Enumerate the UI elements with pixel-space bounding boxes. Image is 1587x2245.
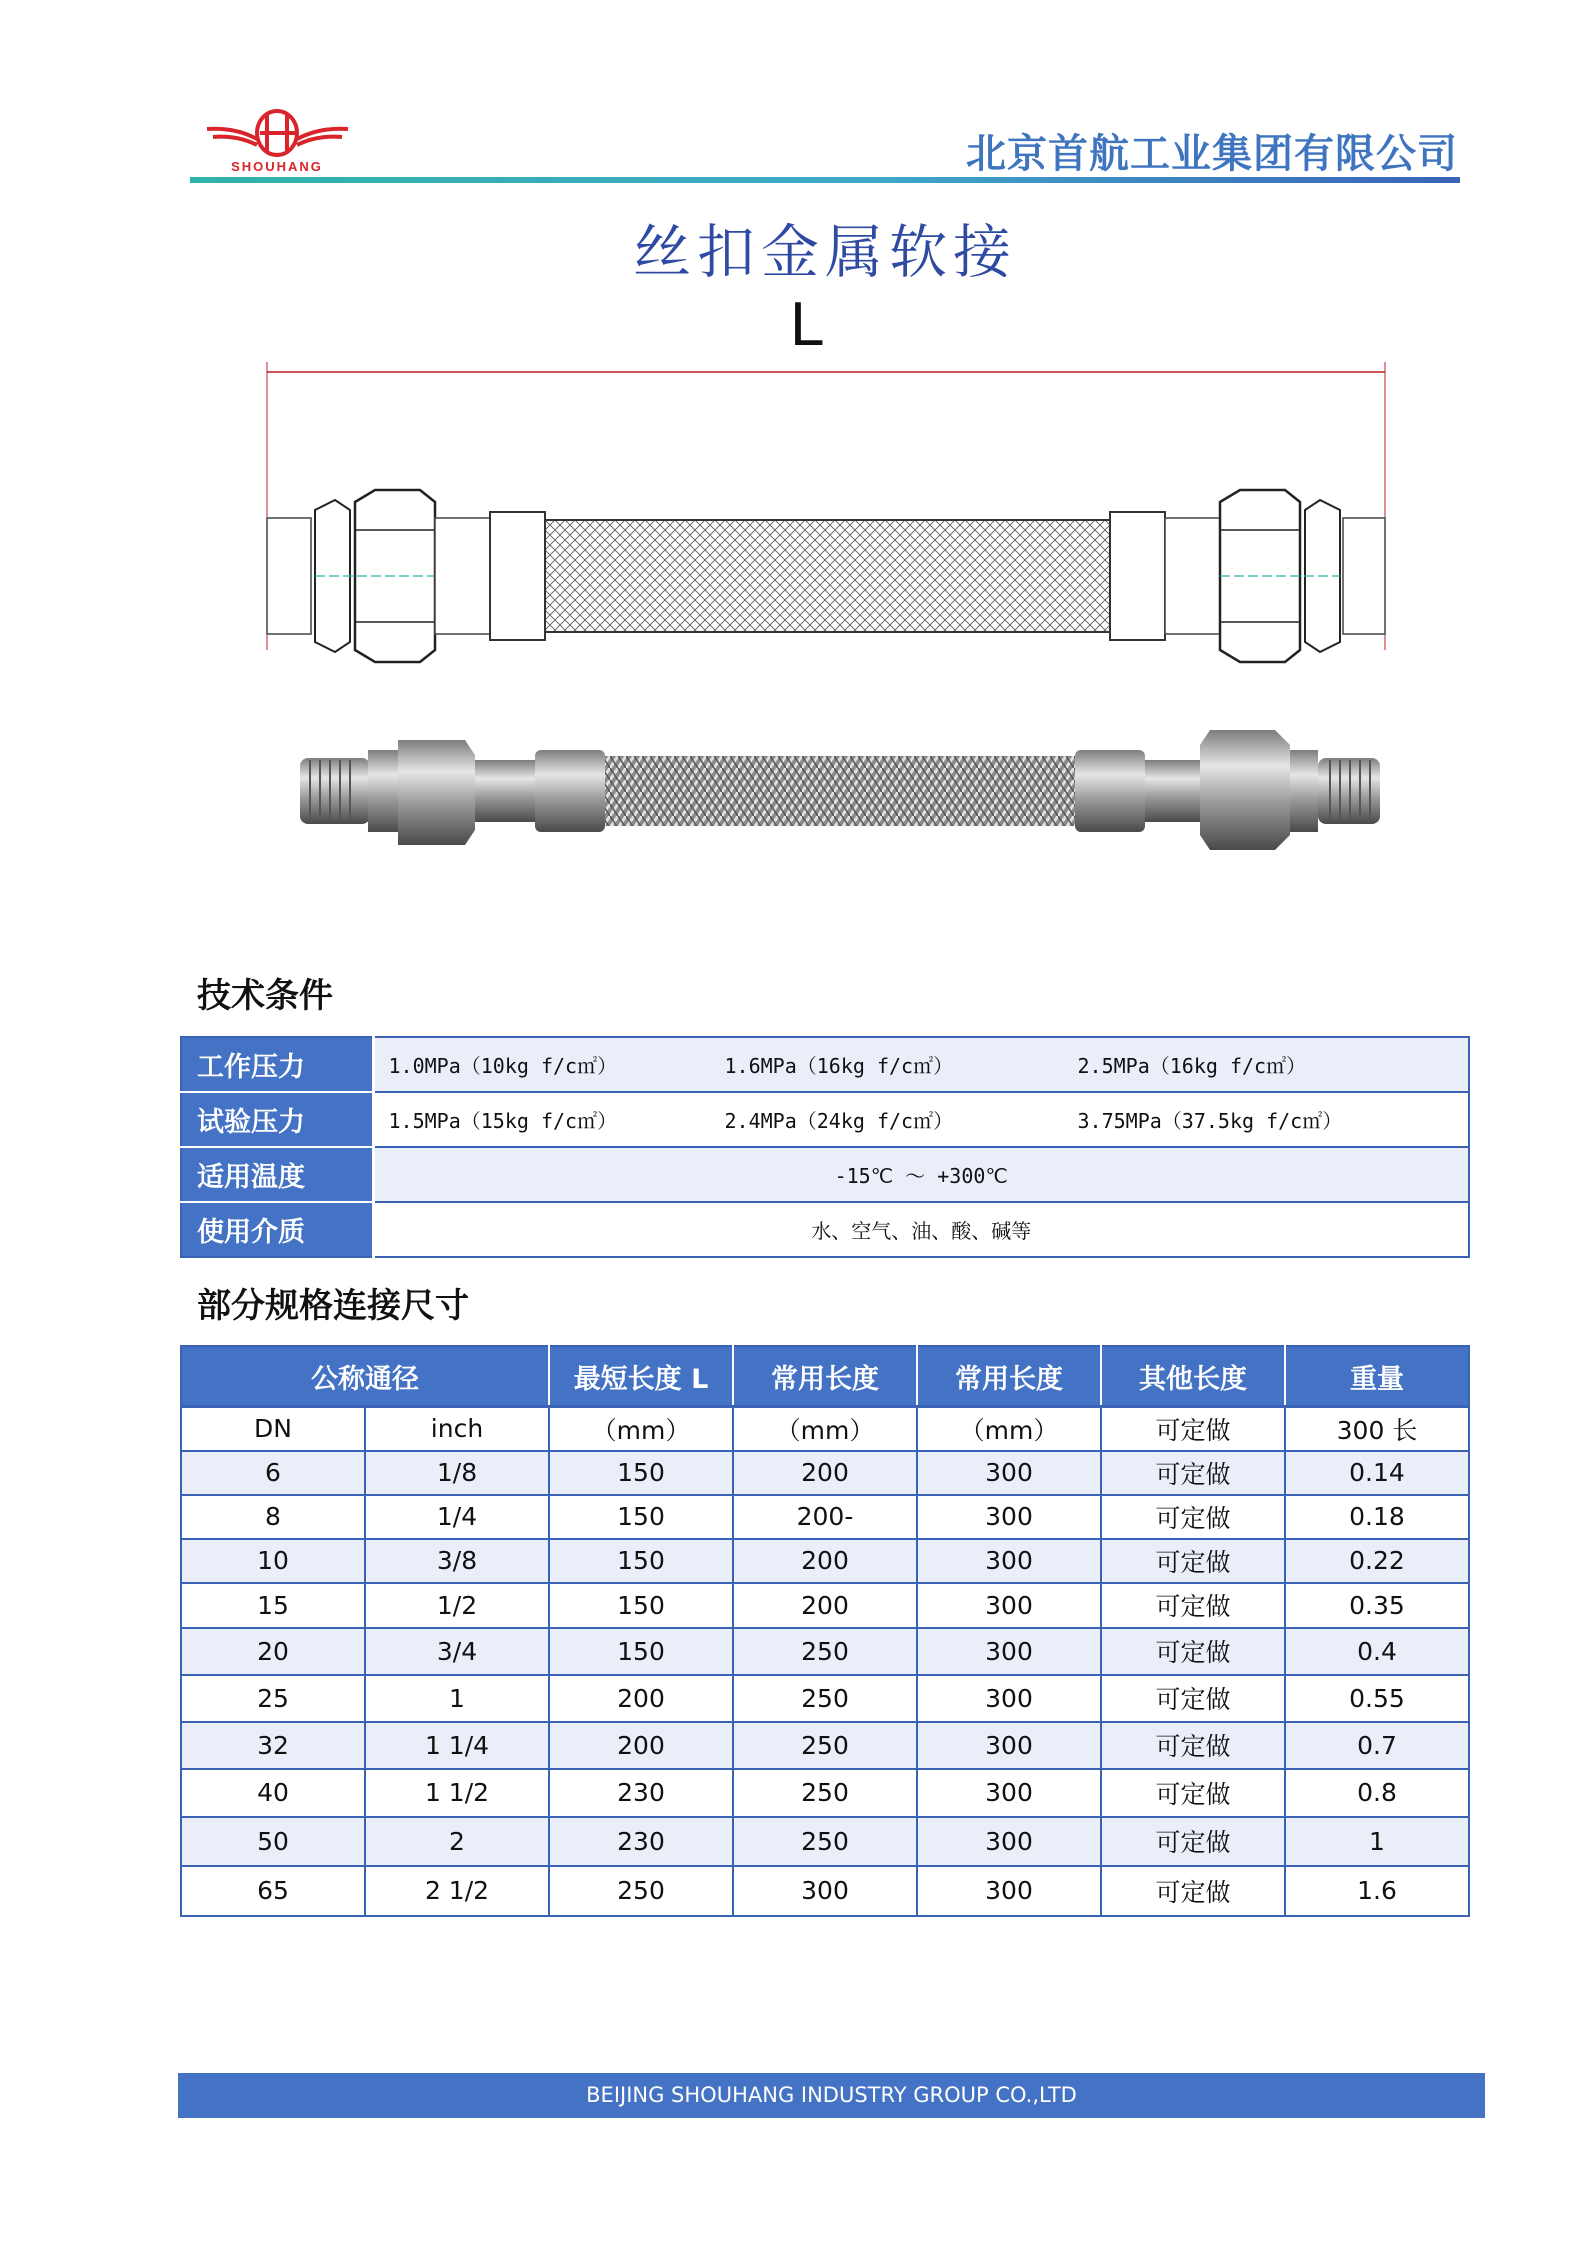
table-cell: -15℃ ～ +300℃ xyxy=(373,1147,1469,1202)
table-cell: 0.8 xyxy=(1285,1769,1469,1817)
tech-section-heading: 技术条件 xyxy=(197,976,333,1016)
table-cell: 1/2 xyxy=(365,1583,549,1628)
table-cell: 20 xyxy=(181,1628,365,1675)
table-cell: 0.35 xyxy=(1285,1583,1469,1628)
table-cell: 150 xyxy=(549,1451,733,1495)
table-cell: 0.14 xyxy=(1285,1451,1469,1495)
table-cell: 300 xyxy=(917,1769,1101,1817)
table-row xyxy=(181,1092,1469,1147)
table-cell: 250 xyxy=(733,1628,917,1675)
table-cell: 200 xyxy=(549,1722,733,1769)
column-header: 常用长度 xyxy=(733,1346,917,1407)
table-cell: 8 xyxy=(181,1495,365,1539)
dimension-label: L xyxy=(790,290,825,359)
table-row xyxy=(181,1583,1469,1628)
table-cell: 250 xyxy=(733,1817,917,1866)
table-cell: DN xyxy=(181,1407,365,1451)
company-name: 北京首航工业集团有限公司 xyxy=(966,131,1458,177)
table-cell: 250 xyxy=(733,1675,917,1722)
table-row xyxy=(181,1037,1469,1092)
column-header: 最短长度 L xyxy=(549,1346,733,1407)
table-cell: 300 xyxy=(917,1628,1101,1675)
table-cell: 2.4MPa（24kg f/c㎡） xyxy=(725,1092,1078,1147)
table-cell: 65 xyxy=(181,1866,365,1916)
table-cell: 300 xyxy=(917,1539,1101,1583)
table-cell: 230 xyxy=(549,1817,733,1866)
table-cell: 150 xyxy=(549,1628,733,1675)
table-cell: 300 xyxy=(733,1866,917,1916)
table-row xyxy=(181,1675,1469,1722)
table-row xyxy=(181,1451,1469,1495)
table-cell: 200- xyxy=(733,1495,917,1539)
table-cell: 150 xyxy=(549,1495,733,1539)
table-cell: 可定做 xyxy=(1101,1583,1285,1628)
table-cell: 150 xyxy=(549,1583,733,1628)
table-cell: 可定做 xyxy=(1101,1722,1285,1769)
table-cell: 可定做 xyxy=(1101,1407,1285,1451)
table-cell: 1.0MPa（10kg f/c㎡） xyxy=(373,1037,725,1092)
table-cell: 3/8 xyxy=(365,1539,549,1583)
table-cell: 1 xyxy=(365,1675,549,1722)
table-header-row xyxy=(181,1346,1469,1407)
table-cell: 3/4 xyxy=(365,1628,549,1675)
table-cell: 0.18 xyxy=(1285,1495,1469,1539)
table-cell: 1 1/2 xyxy=(365,1769,549,1817)
header-divider xyxy=(190,177,1460,183)
spec-table-body xyxy=(181,1407,1469,1916)
table-row xyxy=(181,1817,1469,1866)
table-cell: 300 xyxy=(917,1866,1101,1916)
table-cell: 可定做 xyxy=(1101,1769,1285,1817)
spec-table xyxy=(180,1345,1470,1917)
spec-section-heading: 部分规格连接尺寸 xyxy=(197,1286,469,1326)
table-cell: 25 xyxy=(181,1675,365,1722)
table-cell: 0.22 xyxy=(1285,1539,1469,1583)
table-cell: 150 xyxy=(549,1539,733,1583)
table-cell: 1/8 xyxy=(365,1451,549,1495)
table-cell: 300 xyxy=(917,1583,1101,1628)
table-row xyxy=(181,1202,1469,1257)
table-cell: （mm） xyxy=(549,1407,733,1451)
table-cell: 可定做 xyxy=(1101,1495,1285,1539)
table-cell: 250 xyxy=(733,1769,917,1817)
table-row xyxy=(181,1495,1469,1539)
row-label: 工作压力 xyxy=(181,1037,373,1092)
table-cell: 2.5MPa（16kg f/c㎡） xyxy=(1078,1037,1470,1092)
table-row xyxy=(181,1722,1469,1769)
table-cell: 10 xyxy=(181,1539,365,1583)
hose-photo xyxy=(290,720,1390,860)
table-cell: 可定做 xyxy=(1101,1539,1285,1583)
table-cell: inch xyxy=(365,1407,549,1451)
table-cell: 可定做 xyxy=(1101,1628,1285,1675)
table-cell: 15 xyxy=(181,1583,365,1628)
table-cell: 300 长 xyxy=(1285,1407,1469,1451)
column-header: 重量 xyxy=(1285,1346,1469,1407)
table-cell: 1 xyxy=(1285,1817,1469,1866)
column-header: 公称通径 xyxy=(181,1346,549,1407)
table-cell: 水、空气、油、酸、碱等 xyxy=(373,1202,1469,1257)
table-cell: （mm） xyxy=(733,1407,917,1451)
logo-text: SHOUHANG xyxy=(231,159,323,174)
table-cell: 可定做 xyxy=(1101,1866,1285,1916)
table-row xyxy=(181,1147,1469,1202)
table-cell: 2 1/2 xyxy=(365,1866,549,1916)
column-header: 常用长度 xyxy=(917,1346,1101,1407)
table-cell: 200 xyxy=(733,1451,917,1495)
table-cell: 300 xyxy=(917,1817,1101,1866)
table-cell: 6 xyxy=(181,1451,365,1495)
table-cell: 300 xyxy=(917,1495,1101,1539)
column-header: 其他长度 xyxy=(1101,1346,1285,1407)
table-cell: 300 xyxy=(917,1722,1101,1769)
table-cell: 2 xyxy=(365,1817,549,1866)
table-row xyxy=(181,1539,1469,1583)
tech-conditions-table xyxy=(180,1036,1470,1258)
company-logo xyxy=(205,105,350,175)
page-title: 丝扣金属软接 xyxy=(632,218,1017,286)
table-cell: 300 xyxy=(917,1451,1101,1495)
table-cell: 1 1/4 xyxy=(365,1722,549,1769)
table-cell: 32 xyxy=(181,1722,365,1769)
table-cell: 可定做 xyxy=(1101,1451,1285,1495)
table-cell: 300 xyxy=(917,1675,1101,1722)
table-cell: 250 xyxy=(549,1866,733,1916)
hose-drawing xyxy=(255,290,1395,680)
table-cell: 230 xyxy=(549,1769,733,1817)
table-row xyxy=(181,1866,1469,1916)
table-row xyxy=(181,1769,1469,1817)
row-label: 适用温度 xyxy=(181,1147,373,1202)
table-cell: 200 xyxy=(733,1583,917,1628)
table-cell: 50 xyxy=(181,1817,365,1866)
table-cell: 40 xyxy=(181,1769,365,1817)
table-cell: 可定做 xyxy=(1101,1675,1285,1722)
table-cell: 1.6MPa（16kg f/c㎡） xyxy=(725,1037,1078,1092)
table-cell: 200 xyxy=(733,1539,917,1583)
row-label: 试验压力 xyxy=(181,1092,373,1147)
table-cell: （mm） xyxy=(917,1407,1101,1451)
table-cell: 250 xyxy=(733,1722,917,1769)
table-cell: 1.5MPa（15kg f/c㎡） xyxy=(373,1092,725,1147)
table-cell: 0.7 xyxy=(1285,1722,1469,1769)
table-cell: 1.6 xyxy=(1285,1866,1469,1916)
footer-bar: BEIJING SHOUHANG INDUSTRY GROUP CO.,LTD xyxy=(178,2073,1485,2118)
table-cell: 0.55 xyxy=(1285,1675,1469,1722)
table-cell: 200 xyxy=(549,1675,733,1722)
table-cell: 0.4 xyxy=(1285,1628,1469,1675)
table-cell: 可定做 xyxy=(1101,1817,1285,1866)
row-label: 使用介质 xyxy=(181,1202,373,1257)
table-row xyxy=(181,1628,1469,1675)
table-cell: 3.75MPa（37.5kg f/c㎡） xyxy=(1078,1092,1470,1147)
table-cell: 1/4 xyxy=(365,1495,549,1539)
table-row xyxy=(181,1407,1469,1451)
